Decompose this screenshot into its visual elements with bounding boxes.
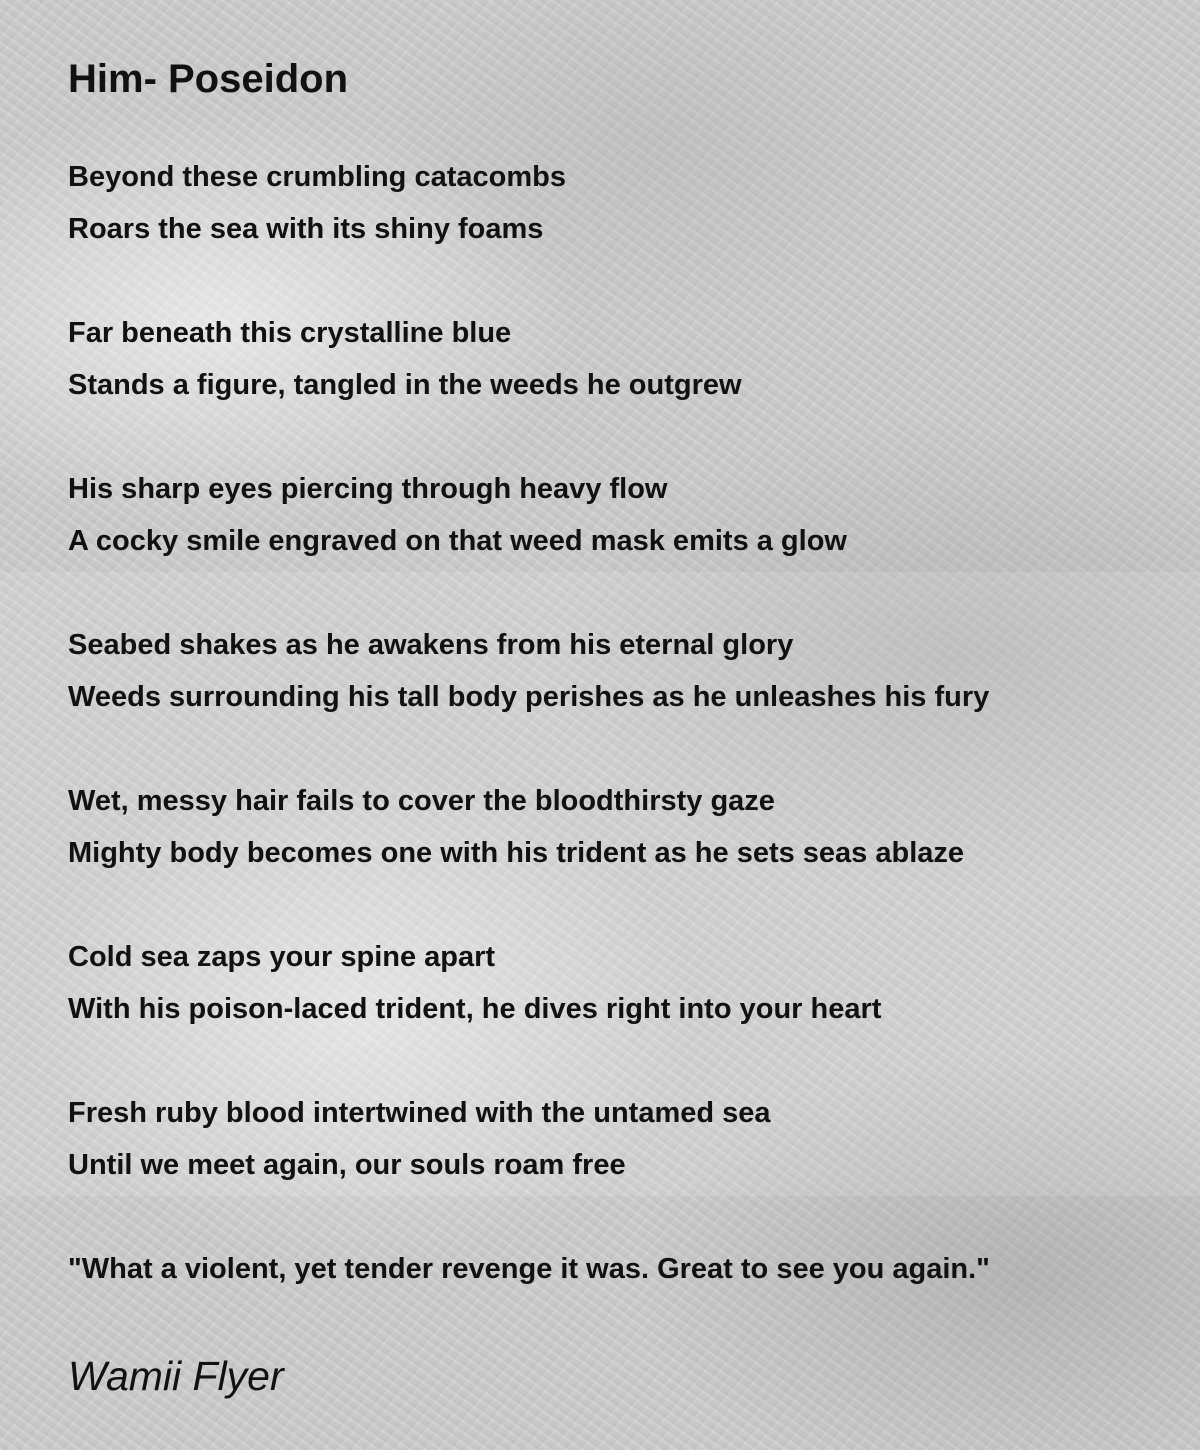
stanza-3	[68, 463, 1168, 567]
poem-line: Seabed shakes as he awakens from his eternal glory	[68, 629, 794, 661]
stanza-4	[68, 619, 1168, 723]
poem-line: Wet, messy hair fails to cover the bloodthirsty gaze	[68, 785, 775, 817]
stanza-5	[68, 775, 1168, 879]
poem-line: Weeds surrounding his tall body perishes as he unleashes his fury	[68, 681, 990, 713]
poem-line: Roars the sea with its shiny foams	[68, 213, 544, 245]
poem-line: Mighty body becomes one with his trident as he sets seas ablaze	[68, 837, 965, 869]
poem-container	[68, 55, 1168, 1295]
poem-title: Him- Poseidon	[68, 57, 349, 101]
poem-line: Stands a figure, tangled in the weeds he outgrew	[68, 369, 742, 401]
stanza-6	[68, 931, 1168, 1035]
stanza-1	[68, 151, 1168, 255]
poem-line: His sharp eyes piercing through heavy flow	[68, 473, 668, 505]
author-name: Wamii Flyer	[68, 1353, 284, 1399]
closing-quote: "What a violent, yet tender revenge it was. Great to see you again."	[68, 1253, 990, 1285]
stanza-7	[68, 1087, 1168, 1191]
poem-line: Until we meet again, our souls roam free	[68, 1149, 626, 1181]
poem-line: Beyond these crumbling catacombs	[68, 161, 566, 193]
poem-line: Far beneath this crystalline blue	[68, 317, 512, 349]
poem-line: Cold sea zaps your spine apart	[68, 941, 496, 973]
stanza-2	[68, 307, 1168, 411]
poem-line: With his poison-laced trident, he dives right into your heart	[68, 993, 882, 1025]
poem-line: A cocky smile engraved on that weed mask emits a glow	[68, 525, 847, 557]
poem-line: Fresh ruby blood intertwined with the untamed sea	[68, 1097, 771, 1129]
